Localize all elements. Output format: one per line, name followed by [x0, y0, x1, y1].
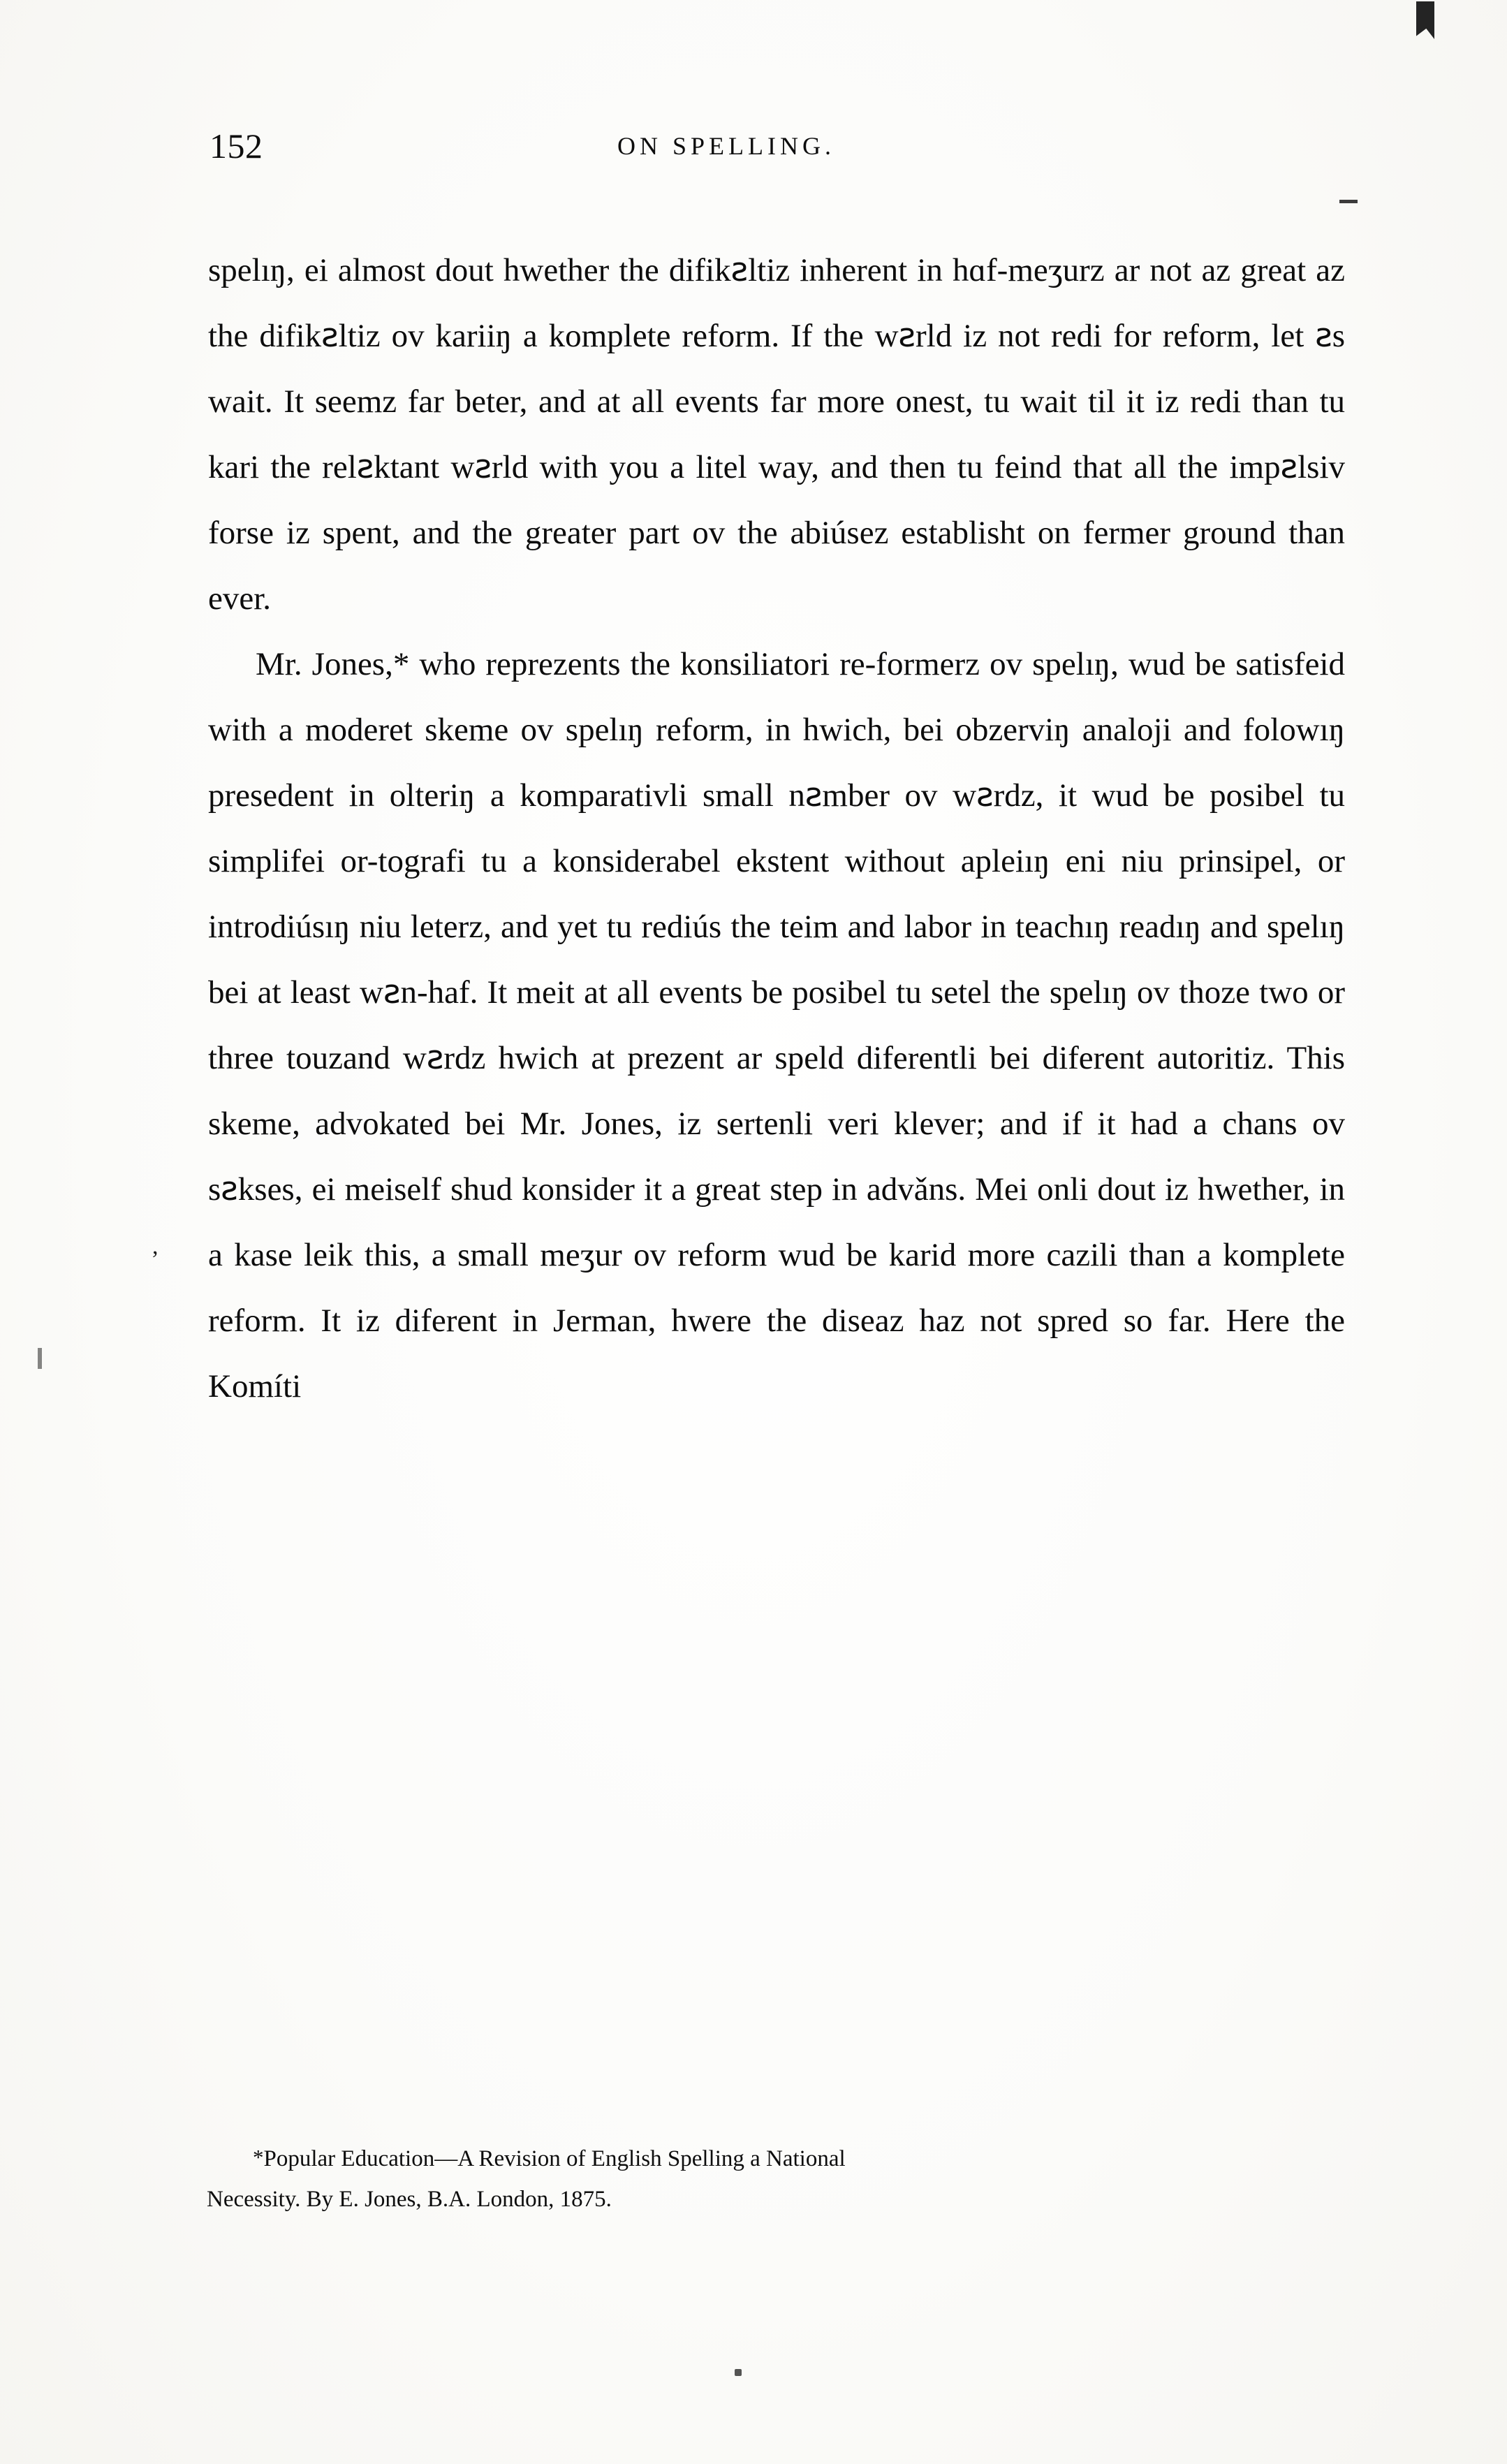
- running-head: [209, 126, 1341, 168]
- body-text: [208, 237, 1345, 1419]
- footnote-marker: *: [253, 2145, 264, 2169]
- footnote: [207, 2137, 1348, 2220]
- running-head-title: ON SPELLING.: [617, 132, 835, 160]
- stray-bottom-dot: [735, 2369, 742, 2376]
- stray-comma-mark: ,: [152, 1233, 159, 1259]
- paragraph-2: Mr. Jones,* who reprezents the konsiliatori re-formerz ov spelıŋ, wud be satisfeid with a moderet skeme ov spelıŋ reform, in hwich, bei obzerviŋ analoji and folowıŋ presedent in olteriŋ a komparativli small nꙅmber ov wꙅrdz, it wud be posibel tu simplifei or-tografi tu a konsiderabel ekstent without apleiıŋ eni niu prinsipel, or introdiúsıŋ niu leterz, and yet tu rediús the teim and labor in teachıŋ readıŋ and spelıŋ bei at least wꙅn-haf. It meit at all events be posibel tu setel the spelıŋ ov thoze two or three touzand wꙅrdz hwich at prezent ar speld diferentli bei diferent autoritiz. This skeme, advokated bei Mr. Jones, iz sertenli veri klever; and if it had a chans ov sꙅkses, ei meiself shud konsider it a great step in advǎns. Mei onli dout iz hwether, in a kase leik this, a small meʒur ov reform wud be karid more cazili than a komplete reform. It iz diferent in Jerman, hwere the diseaz haz not spred so far. Here the Komíti: [208, 646, 1345, 1405]
- footnote-line-2: Necessity. By E. Jones, B.A. London, 1875.: [207, 2187, 612, 2212]
- paragraph-1: spelıŋ, ei almost dout hwether the difikꙅltiz inherent in hɑf-meʒurz ar not az great az the difikꙅltiz ov kariiŋ a komplete reform. If the wꙅrld iz not redi for reform, let ꙅs wait. It seemz far beter, and at all events far more onest, tu wait til it iz redi than tu kari the relꙅktant wꙅrld with you a litel way, and then tu feind that all the impꙅlsiv forse iz spent, and the greater part ov the abiúsez establisht on fermer ground than ever.: [208, 252, 1345, 617]
- stray-margin-tick: [38, 1348, 42, 1369]
- stray-dash-mark: [1339, 200, 1358, 203]
- footnote-line-1: Popular Education—A Revision of English Spelling a National: [263, 2146, 846, 2171]
- page-number: 152: [209, 126, 263, 166]
